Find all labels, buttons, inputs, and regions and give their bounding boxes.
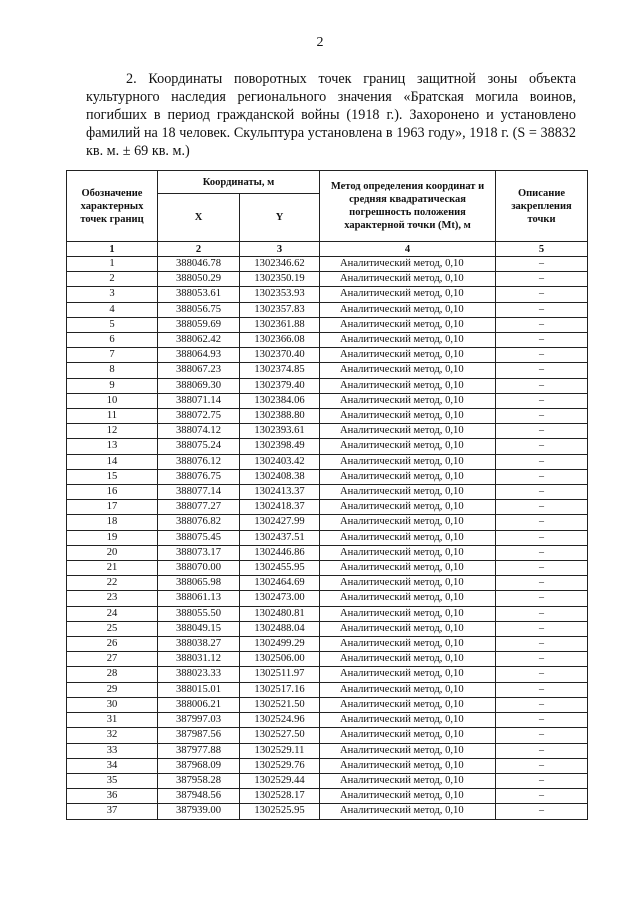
method-cell: Аналитический метод, 0,10 — [320, 713, 496, 728]
x-cell: 388006.21 — [158, 697, 240, 712]
description-cell: – — [496, 287, 588, 302]
y-cell: 1302446.86 — [240, 545, 320, 560]
method-cell: Аналитический метод, 0,10 — [320, 424, 496, 439]
table-row — [67, 287, 588, 302]
heading-text: 2. Координаты поворотных точек границ защитной зоны объекта культурного наследия регионального значения «Братская могила воинов, погибших в период гражданской войны (1918 г.). Захоронено и установлено фамилий на 18 человек. Скульптура установлена в 1963 году», 1918 г. (S = 38832 кв. м. ± 69 кв. м.) — [86, 71, 576, 159]
y-cell: 1302529.76 — [240, 758, 320, 773]
point-cell: 6 — [67, 333, 158, 348]
point-cell: 36 — [67, 789, 158, 804]
point-cell: 37 — [67, 804, 158, 819]
description-cell: – — [496, 652, 588, 667]
x-cell: 388074.12 — [158, 424, 240, 439]
header-y: Y — [240, 194, 320, 242]
header-description: Описание закрепления точки — [496, 171, 588, 242]
x-cell: 387958.28 — [158, 773, 240, 788]
method-cell: Аналитический метод, 0,10 — [320, 637, 496, 652]
column-number: 1 — [67, 242, 158, 257]
y-cell: 1302398.49 — [240, 439, 320, 454]
description-cell: – — [496, 439, 588, 454]
description-cell: – — [496, 545, 588, 560]
y-cell: 1302524.96 — [240, 713, 320, 728]
description-cell: – — [496, 697, 588, 712]
method-cell: Аналитический метод, 0,10 — [320, 561, 496, 576]
x-cell: 388046.78 — [158, 257, 240, 272]
point-cell: 2 — [67, 272, 158, 287]
point-cell: 24 — [67, 606, 158, 621]
description-cell: – — [496, 424, 588, 439]
table-row — [67, 393, 588, 408]
method-cell: Аналитический метод, 0,10 — [320, 682, 496, 697]
table-row — [67, 530, 588, 545]
x-cell: 388076.12 — [158, 454, 240, 469]
point-cell: 30 — [67, 697, 158, 712]
method-cell: Аналитический метод, 0,10 — [320, 530, 496, 545]
description-cell: – — [496, 302, 588, 317]
point-cell: 33 — [67, 743, 158, 758]
x-cell: 388077.27 — [158, 500, 240, 515]
x-cell: 388075.45 — [158, 530, 240, 545]
y-cell: 1302473.00 — [240, 591, 320, 606]
y-cell: 1302388.80 — [240, 409, 320, 424]
y-cell: 1302525.95 — [240, 804, 320, 819]
y-cell: 1302517.16 — [240, 682, 320, 697]
column-number: 2 — [158, 242, 240, 257]
column-number: 4 — [320, 242, 496, 257]
description-cell: – — [496, 469, 588, 484]
table-row — [67, 378, 588, 393]
y-cell: 1302488.04 — [240, 621, 320, 636]
point-cell: 28 — [67, 667, 158, 682]
method-cell: Аналитический метод, 0,10 — [320, 789, 496, 804]
description-cell: – — [496, 667, 588, 682]
method-cell: Аналитический метод, 0,10 — [320, 743, 496, 758]
point-cell: 13 — [67, 439, 158, 454]
table-row — [67, 485, 588, 500]
description-cell: – — [496, 621, 588, 636]
y-cell: 1302370.40 — [240, 348, 320, 363]
header-method: Метод определения координат и средняя квадратическая погрешность положения характерной точки (Mt), м — [320, 171, 496, 242]
description-cell: – — [496, 485, 588, 500]
point-cell: 26 — [67, 637, 158, 652]
x-cell: 388075.24 — [158, 439, 240, 454]
x-cell: 388049.15 — [158, 621, 240, 636]
x-cell: 388023.33 — [158, 667, 240, 682]
x-cell: 387948.56 — [158, 789, 240, 804]
point-cell: 31 — [67, 713, 158, 728]
description-cell: – — [496, 637, 588, 652]
point-cell: 10 — [67, 393, 158, 408]
column-number: 3 — [240, 242, 320, 257]
table-row — [67, 272, 588, 287]
x-cell: 388053.61 — [158, 287, 240, 302]
method-cell: Аналитический метод, 0,10 — [320, 333, 496, 348]
description-cell: – — [496, 257, 588, 272]
description-cell: – — [496, 409, 588, 424]
method-cell: Аналитический метод, 0,10 — [320, 393, 496, 408]
y-cell: 1302403.42 — [240, 454, 320, 469]
method-cell: Аналитический метод, 0,10 — [320, 804, 496, 819]
point-cell: 35 — [67, 773, 158, 788]
table-row — [67, 500, 588, 515]
x-cell: 388072.75 — [158, 409, 240, 424]
x-cell: 388031.12 — [158, 652, 240, 667]
point-cell: 3 — [67, 287, 158, 302]
header-coords: Координаты, м — [158, 171, 320, 194]
point-cell: 29 — [67, 682, 158, 697]
table-row — [67, 363, 588, 378]
point-cell: 22 — [67, 576, 158, 591]
point-cell: 18 — [67, 515, 158, 530]
method-cell: Аналитический метод, 0,10 — [320, 378, 496, 393]
point-cell: 15 — [67, 469, 158, 484]
table-row — [67, 348, 588, 363]
table-row — [67, 454, 588, 469]
y-cell: 1302374.85 — [240, 363, 320, 378]
method-cell: Аналитический метод, 0,10 — [320, 257, 496, 272]
table-row — [67, 606, 588, 621]
y-cell: 1302529.11 — [240, 743, 320, 758]
y-cell: 1302413.37 — [240, 485, 320, 500]
x-cell: 388056.75 — [158, 302, 240, 317]
table-row — [67, 652, 588, 667]
point-cell: 27 — [67, 652, 158, 667]
table-row — [67, 637, 588, 652]
method-cell: Аналитический метод, 0,10 — [320, 515, 496, 530]
table-row — [67, 333, 588, 348]
description-cell: – — [496, 393, 588, 408]
description-cell: – — [496, 728, 588, 743]
method-cell: Аналитический метод, 0,10 — [320, 728, 496, 743]
y-cell: 1302506.00 — [240, 652, 320, 667]
y-cell: 1302408.38 — [240, 469, 320, 484]
description-cell: – — [496, 515, 588, 530]
y-cell: 1302528.17 — [240, 789, 320, 804]
method-cell: Аналитический метод, 0,10 — [320, 591, 496, 606]
description-cell: – — [496, 804, 588, 819]
y-cell: 1302499.29 — [240, 637, 320, 652]
method-cell: Аналитический метод, 0,10 — [320, 773, 496, 788]
x-cell: 387997.03 — [158, 713, 240, 728]
description-cell: – — [496, 272, 588, 287]
description-cell: – — [496, 317, 588, 332]
y-cell: 1302346.62 — [240, 257, 320, 272]
x-cell: 387939.00 — [158, 804, 240, 819]
point-cell: 7 — [67, 348, 158, 363]
method-cell: Аналитический метод, 0,10 — [320, 576, 496, 591]
point-cell: 12 — [67, 424, 158, 439]
table-row — [67, 743, 588, 758]
y-cell: 1302393.61 — [240, 424, 320, 439]
y-cell: 1302353.93 — [240, 287, 320, 302]
point-cell: 5 — [67, 317, 158, 332]
point-cell: 8 — [67, 363, 158, 378]
description-cell: – — [496, 363, 588, 378]
method-cell: Аналитический метод, 0,10 — [320, 287, 496, 302]
x-cell: 388067.23 — [158, 363, 240, 378]
method-cell: Аналитический метод, 0,10 — [320, 485, 496, 500]
table-row — [67, 576, 588, 591]
table-row — [67, 804, 588, 819]
x-cell: 388038.27 — [158, 637, 240, 652]
table-row — [67, 591, 588, 606]
method-cell: Аналитический метод, 0,10 — [320, 545, 496, 560]
x-cell: 388076.82 — [158, 515, 240, 530]
description-cell: – — [496, 713, 588, 728]
method-cell: Аналитический метод, 0,10 — [320, 409, 496, 424]
point-cell: 34 — [67, 758, 158, 773]
description-cell: – — [496, 758, 588, 773]
y-cell: 1302527.50 — [240, 728, 320, 743]
table-row — [67, 469, 588, 484]
table-row — [67, 561, 588, 576]
table-row — [67, 789, 588, 804]
x-cell: 388076.75 — [158, 469, 240, 484]
method-cell: Аналитический метод, 0,10 — [320, 500, 496, 515]
method-cell: Аналитический метод, 0,10 — [320, 302, 496, 317]
table-body — [67, 257, 588, 820]
y-cell: 1302379.40 — [240, 378, 320, 393]
method-cell: Аналитический метод, 0,10 — [320, 469, 496, 484]
x-cell: 388055.50 — [158, 606, 240, 621]
y-cell: 1302427.99 — [240, 515, 320, 530]
y-cell: 1302480.81 — [240, 606, 320, 621]
method-cell: Аналитический метод, 0,10 — [320, 454, 496, 469]
point-cell: 4 — [67, 302, 158, 317]
y-cell: 1302511.97 — [240, 667, 320, 682]
point-cell: 9 — [67, 378, 158, 393]
method-cell: Аналитический метод, 0,10 — [320, 606, 496, 621]
section-heading — [86, 70, 576, 160]
point-cell: 32 — [67, 728, 158, 743]
description-cell: – — [496, 333, 588, 348]
x-cell: 387987.56 — [158, 728, 240, 743]
point-cell: 17 — [67, 500, 158, 515]
point-cell: 1 — [67, 257, 158, 272]
description-cell: – — [496, 530, 588, 545]
description-cell: – — [496, 773, 588, 788]
method-cell: Аналитический метод, 0,10 — [320, 272, 496, 287]
table-row — [67, 439, 588, 454]
table-row — [67, 257, 588, 272]
x-cell: 387977.88 — [158, 743, 240, 758]
point-cell: 16 — [67, 485, 158, 500]
x-cell: 388077.14 — [158, 485, 240, 500]
y-cell: 1302361.88 — [240, 317, 320, 332]
column-number: 5 — [496, 242, 588, 257]
x-cell: 388064.93 — [158, 348, 240, 363]
table-row — [67, 302, 588, 317]
y-cell: 1302384.06 — [240, 393, 320, 408]
x-cell: 388050.29 — [158, 272, 240, 287]
table-row — [67, 697, 588, 712]
page-number: 2 — [316, 35, 324, 50]
description-cell: – — [496, 500, 588, 515]
method-cell: Аналитический метод, 0,10 — [320, 317, 496, 332]
y-cell: 1302455.95 — [240, 561, 320, 576]
point-cell: 21 — [67, 561, 158, 576]
coordinates-table — [66, 170, 588, 820]
description-cell: – — [496, 789, 588, 804]
x-cell: 388015.01 — [158, 682, 240, 697]
description-cell: – — [496, 348, 588, 363]
table-row — [67, 621, 588, 636]
point-cell: 20 — [67, 545, 158, 560]
x-cell: 388073.17 — [158, 545, 240, 560]
header-x: X — [158, 194, 240, 242]
table-row — [67, 773, 588, 788]
table-row — [67, 728, 588, 743]
y-cell: 1302521.50 — [240, 697, 320, 712]
point-cell: 19 — [67, 530, 158, 545]
description-cell: – — [496, 591, 588, 606]
y-cell: 1302529.44 — [240, 773, 320, 788]
x-cell: 388059.69 — [158, 317, 240, 332]
table-row — [67, 317, 588, 332]
table-row — [67, 667, 588, 682]
table-row — [67, 424, 588, 439]
point-cell: 23 — [67, 591, 158, 606]
table-row — [67, 758, 588, 773]
table-row — [67, 682, 588, 697]
description-cell: – — [496, 378, 588, 393]
method-cell: Аналитический метод, 0,10 — [320, 758, 496, 773]
point-cell: 25 — [67, 621, 158, 636]
x-cell: 388071.14 — [158, 393, 240, 408]
x-cell: 388061.13 — [158, 591, 240, 606]
x-cell: 388065.98 — [158, 576, 240, 591]
table-row — [67, 545, 588, 560]
table-row — [67, 713, 588, 728]
y-cell: 1302357.83 — [240, 302, 320, 317]
description-cell: – — [496, 743, 588, 758]
method-cell: Аналитический метод, 0,10 — [320, 439, 496, 454]
point-cell: 11 — [67, 409, 158, 424]
table-row — [67, 515, 588, 530]
y-cell: 1302437.51 — [240, 530, 320, 545]
header-point: Обозначение характерных точек границ — [67, 171, 158, 242]
method-cell: Аналитический метод, 0,10 — [320, 697, 496, 712]
x-cell: 388070.00 — [158, 561, 240, 576]
x-cell: 388069.30 — [158, 378, 240, 393]
method-cell: Аналитический метод, 0,10 — [320, 363, 496, 378]
y-cell: 1302464.69 — [240, 576, 320, 591]
table-row — [67, 409, 588, 424]
description-cell: – — [496, 454, 588, 469]
y-cell: 1302350.19 — [240, 272, 320, 287]
description-cell: – — [496, 606, 588, 621]
method-cell: Аналитический метод, 0,10 — [320, 667, 496, 682]
method-cell: Аналитический метод, 0,10 — [320, 652, 496, 667]
method-cell: Аналитический метод, 0,10 — [320, 621, 496, 636]
y-cell: 1302418.37 — [240, 500, 320, 515]
x-cell: 387968.09 — [158, 758, 240, 773]
method-cell: Аналитический метод, 0,10 — [320, 348, 496, 363]
point-cell: 14 — [67, 454, 158, 469]
description-cell: – — [496, 561, 588, 576]
description-cell: – — [496, 682, 588, 697]
y-cell: 1302366.08 — [240, 333, 320, 348]
x-cell: 388062.42 — [158, 333, 240, 348]
description-cell: – — [496, 576, 588, 591]
